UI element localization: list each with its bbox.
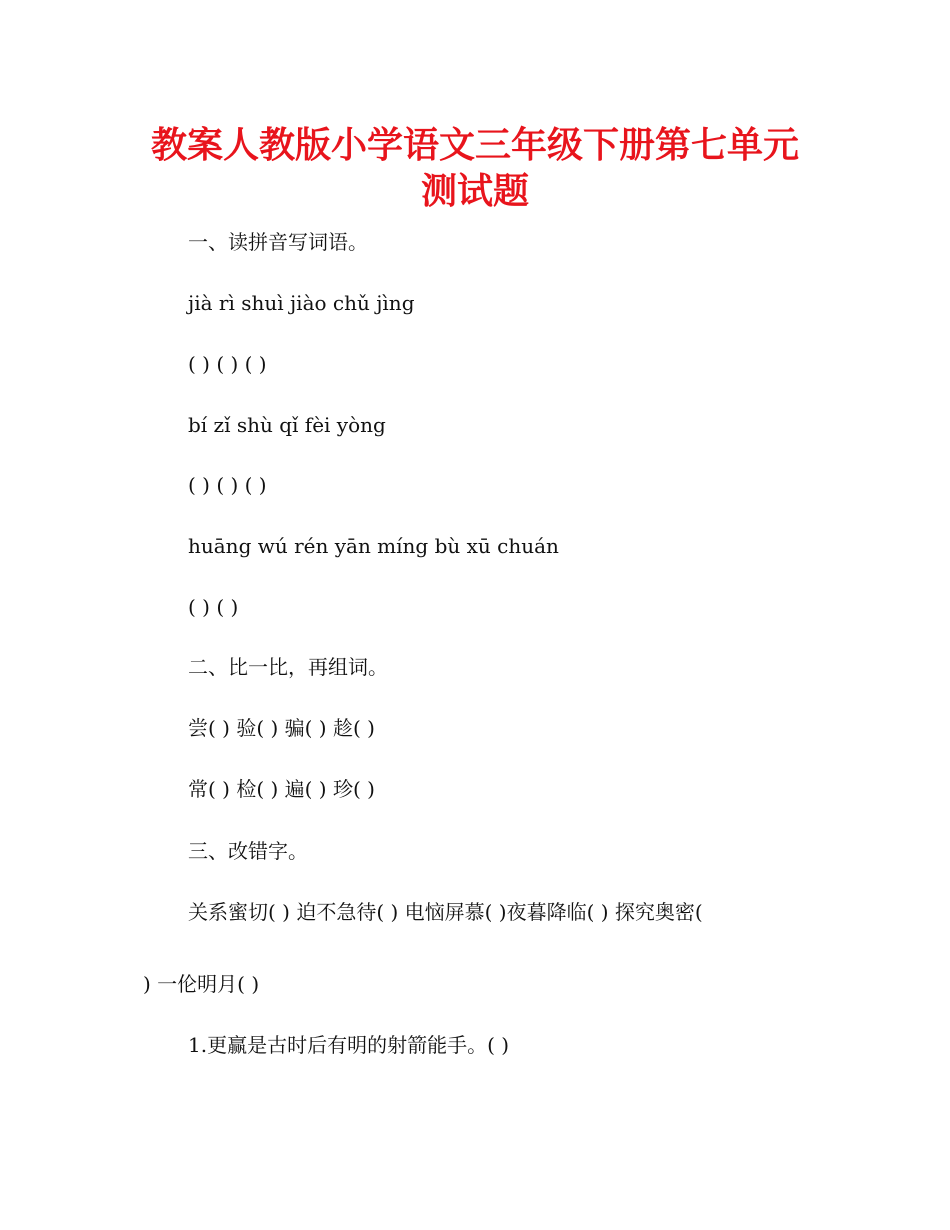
- answer-blanks-row-2: ( ) ( ) ( ): [188, 473, 267, 497]
- section-2-heading: 二、比一比，再组词。: [188, 655, 388, 679]
- answer-blanks-row-3: ( ) ( ): [188, 595, 239, 619]
- pinyin-row-1: jià rì shuì jiào chǔ jìng: [188, 291, 415, 315]
- document-title-line-2: 测试题: [420, 171, 529, 212]
- pinyin-row-3: huāng wú rén yān míng bù xū chuán: [188, 534, 559, 558]
- answer-blanks-row-1: ( ) ( ) ( ): [188, 352, 267, 376]
- document-title-line-1: 教案人教版小学语文三年级下册第七单元: [150, 125, 799, 166]
- section-1-heading: 一、读拼音写词语。: [188, 230, 368, 254]
- question-1: 1.更赢是古时后有明的射箭能手。( ): [188, 1033, 510, 1057]
- pinyin-row-2: bí zǐ shù qǐ fèi yòng: [188, 413, 386, 437]
- correction-row-2: ) 一伦明月( ): [143, 972, 260, 996]
- compare-row-2: 常( ) 检( ) 遍( ) 珍( ): [188, 777, 375, 801]
- correction-row-1: 关系蜜切( ) 迫不急待( ) 电恼屏慕( )夜暮降临( ) 探究奥密(: [188, 900, 703, 924]
- compare-row-1: 尝( ) 验( ) 骗( ) 趁( ): [188, 716, 375, 740]
- section-3-heading: 三、改错字。: [188, 839, 308, 863]
